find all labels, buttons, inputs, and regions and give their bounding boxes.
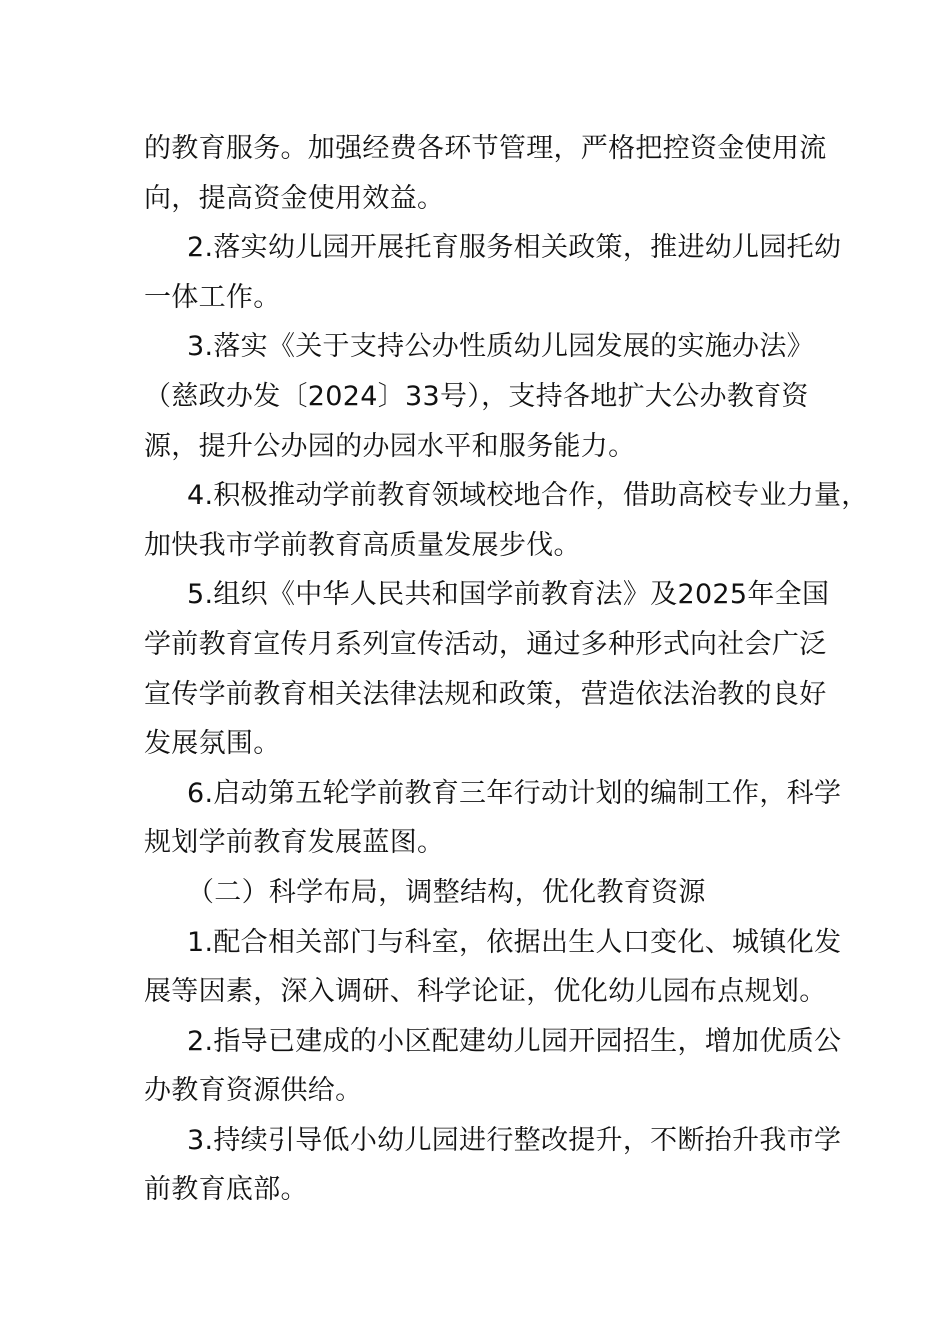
text-line: 发展氛围。	[144, 728, 281, 760]
text-line: 规划学前教育发展蓝图。	[144, 827, 445, 859]
text-line: 向，提高资金使用效益。	[144, 182, 445, 214]
document-body	[144, 124, 869, 1215]
text-line: （慈政办发〔2024〕33号），支持各地扩大公办教育资	[144, 380, 809, 412]
text-line: 一体工作。	[144, 281, 281, 313]
text-line: 的教育服务。加强经费各环节管理，严格把控资金使用流	[144, 133, 827, 164]
text-line: 5.组织《中华人民共和国学前教育法》及2025年全国	[187, 579, 830, 611]
text-line: 办教育资源供给。	[144, 1075, 363, 1107]
text-line: 展等因素，深入调研、科学论证，优化幼儿园布点规划。	[144, 976, 827, 1008]
text-line: 源，提升公办园的办园水平和服务能力。	[144, 430, 636, 462]
text-line: 1.配合相关部门与科室，依据出生人口变化、城镇化发	[187, 926, 842, 958]
text-line: 前教育底部。	[144, 1174, 308, 1206]
text-line: 6.启动第五轮学前教育三年行动计划的编制工作，科学	[187, 777, 842, 809]
text-line: 3.持续引导低小幼儿园进行整改提升，不断抬升我市学	[187, 1124, 842, 1156]
text-line: 2.指导已建成的小区配建幼儿园开园招生，增加优质公	[187, 1025, 842, 1057]
text-line: （二）科学布局，调整结构，优化教育资源	[187, 876, 706, 908]
text-line: 加快我市学前教育高质量发展步伐。	[144, 529, 581, 561]
text-line: 宣传学前教育相关法律法规和政策，营造依法治教的良好	[144, 678, 827, 710]
text-line: 3.落实《关于支持公办性质幼儿园发展的实施办法》	[187, 331, 814, 363]
text-line: 4.积极推动学前教育领域校地合作，借助高校专业力量，	[187, 480, 869, 512]
text-line: 学前教育宣传月系列宣传活动，通过多种形式向社会广泛	[144, 628, 827, 660]
text-line: 2.落实幼儿园开展托育服务相关政策，推进幼儿园托幼	[187, 232, 842, 264]
